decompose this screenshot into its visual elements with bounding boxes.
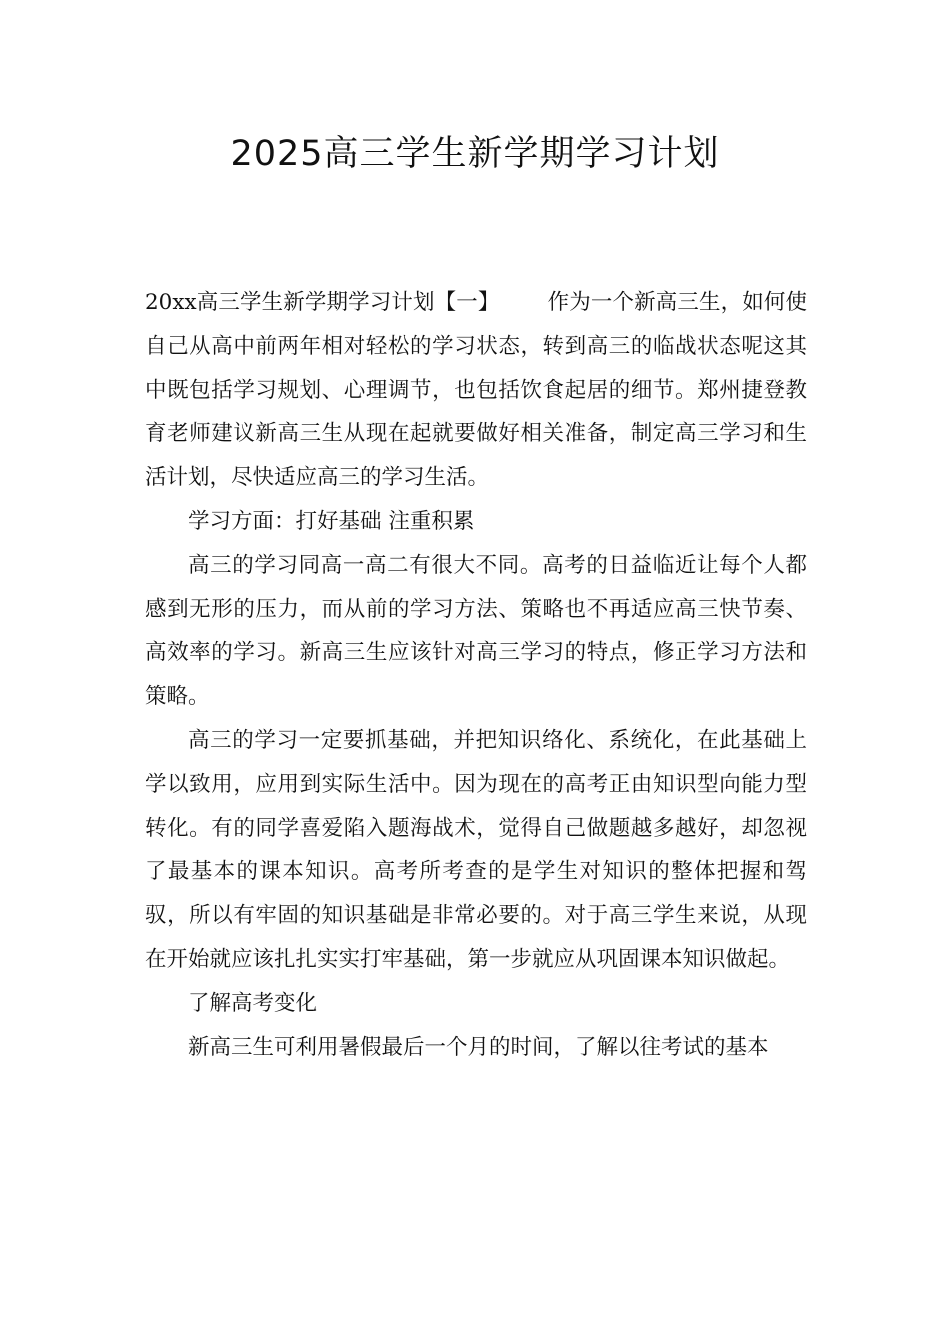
document-title: 2025高三学生新学期学习计划: [230, 134, 720, 174]
section-heading-exam-changes: 了解高考变化: [188, 990, 318, 1016]
paragraph-basics: 高三的学习一定要抓基础，并把知识络化、系统化，在此基础上学以致用，应用到实际生活中。因为现在的高考正由知识型向能力型转化。有的同学喜爱陷入题海战术，觉得自己做题越多越好，却忽视了最基本的课本知识。高考所考查的是学生对知识的整体把握和驾驭，所以有牢固的知识基础是非常必要的。对于高三学生来说，从现在开始就应该扎扎实实打牢基础，第一步就应从巩固课本知识做起。: [145, 727, 807, 972]
paragraph-intro-text: 作为一个新高三生，如何使自己从高中前两年相对轻松的学习状态，转到高三的临战状态呢这其中既包括学习规划、心理调节，也包括饮食起居的细节。郑州捷登教育老师建议新高三生从现在起就要做好相关准备，制定高三学习和生活计划，尽快适应高三的学习生活。: [145, 290, 807, 491]
section-heading-study: 学习方面：打好基础 注重积累: [188, 508, 475, 534]
paragraph-intro: [145, 281, 807, 500]
document-body: [145, 281, 807, 1069]
paragraph-differences: 高三的学习同高一高二有很大不同。高考的日益临近让每个人都感到无形的压力，而从前的学习方法、策略也不再适应高三快节奏、高效率的学习。新高三生应该针对高三学习的特点，修正学习方法和策略。: [145, 552, 807, 710]
section-heading-plan-one: 20xx高三学生新学期学习计划【一】: [145, 290, 500, 315]
paragraph-summer: 新高三生可利用暑假最后一个月的时间，了解以往考试的基本: [188, 1034, 769, 1060]
